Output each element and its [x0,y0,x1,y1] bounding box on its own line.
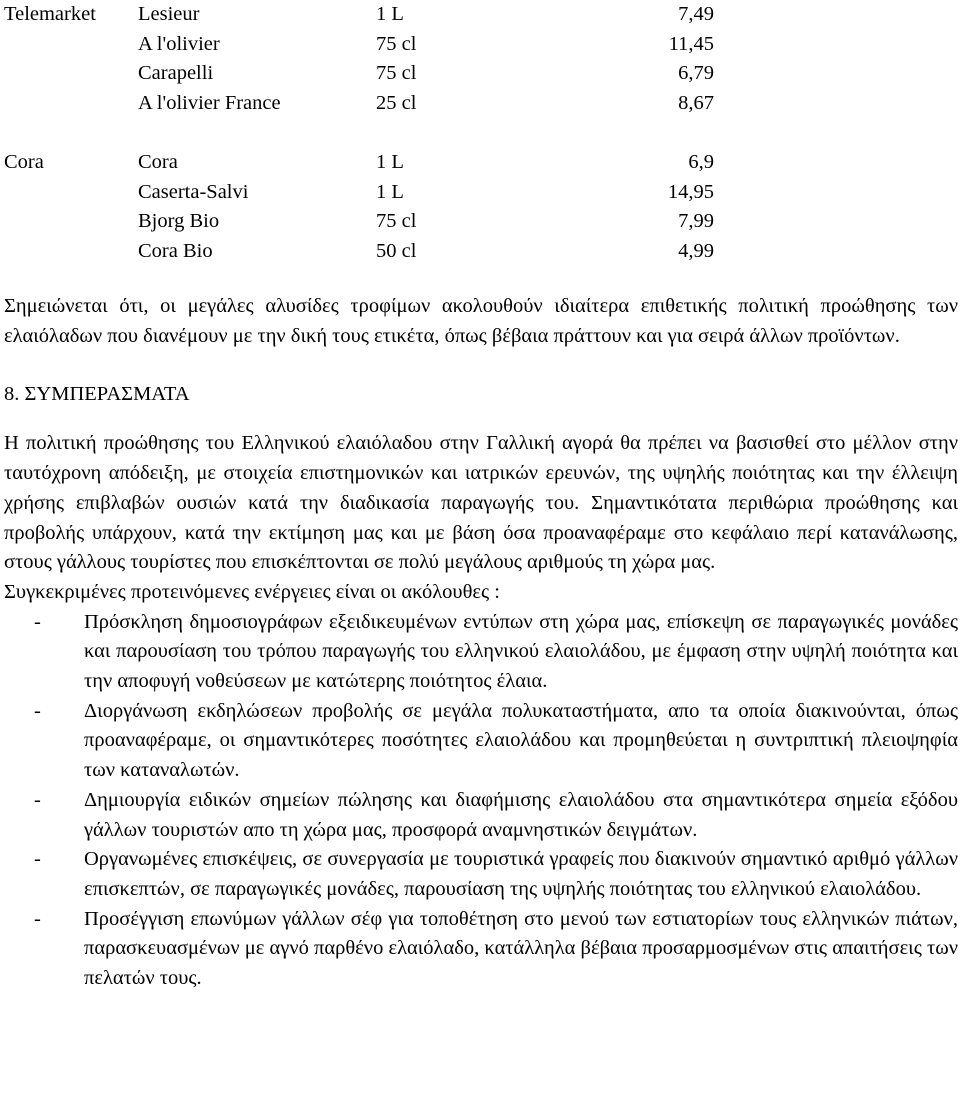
brand-name: Cora [138,151,178,173]
bottle-size: 75 cl [376,32,417,55]
conclusion-paragraph: Η πολιτική προώθησης του Ελληνικού ελαιόλαδου στην Γαλλική αγορά θα πρέπει να βασισθεί στο μέλλον στην ταυτόχρονη απόδειξη, με στοιχεία επιστημονικών και ιατρικών ερευνών, της υψηλής ποιότητας και την έλλειψη χρήσης επιβλαβών ουσιών κατά την διαδικασία παραγωγής του. Σημαντικότατα περιθώρια προώθησης και προβολής υπάρχουν, κατά την εκτίμηση μας και με βάση όσα προαναφέραμε στο κεφάλαιο περί κατανάλωσης, στους γάλλους τουρίστες που επισκέπτονται σε πολύ μεγάλους αριθμούς τη χώρα μας. [4,432,958,574]
actions-list [4,608,958,994]
brand-name: A l'olivier France [138,91,281,114]
table-row [4,148,958,178]
bottle-size: 75 cl [376,62,417,84]
list-item-text: Προσέγγιση επωνύμων γάλλων σέφ για τοποθέτηση στο μενού των εστιατορίων τους ελληνικών πιάτων, παρασκευασμένων με αγνό παρθένο ελαιόλαδο, κατάλληλα βέβαια προσαρμοσμένων στις απαιτήσεις των πελατών τους. [84,907,958,990]
list-item [4,905,958,994]
table-row [4,0,958,30]
list-dash: - [34,907,41,930]
list-dash: - [34,610,41,633]
brand-name: Bjorg Bio [138,210,220,232]
actions-intro: Συγκεκριμένες προτεινόμενες ενέργειες είναι οι ακόλουθες : [4,580,500,603]
table-row [4,237,958,267]
store-name: Telemarket [4,3,96,25]
price-value: 7,49 [678,3,714,25]
store-name: Cora [4,151,44,173]
table-row [4,59,958,89]
list-item-text: Διοργάνωση εκδηλώσεων προβολής σε μεγάλα πολυκαταστήματα, απο τα οποία διακινούνται, όπως προαναφέραμε, οι σημαντικότερες ποσότητες ελαιολάδου και προμηθεύεται η συντριπτική πλειοψηφία των καταναλωτών. [84,699,958,782]
note-paragraph: Σημειώνεται ότι, οι μεγάλες αλυσίδες τροφίμων ακολουθούν ιδιαίτερα επιθετικής πολιτική προώθησης των ελαιόλαδων που διανέμουν με την δική τους ετικέτα, όπως βέβαια πράττουν και για σειρά άλλων προϊόντων. [4,295,958,347]
bottle-size: 75 cl [376,210,417,232]
bottle-size: 1 L [376,151,404,173]
price-table [4,0,958,266]
list-dash: - [34,848,41,871]
price-value: 6,79 [678,62,714,84]
brand-name: Carapelli [138,62,214,84]
table-row [4,207,958,237]
section-spacer [4,409,958,429]
bottle-size: 50 cl [376,239,417,262]
list-item-text: Πρόσκληση δημοσιογράφων εξειδικευμένων εντύπων στη χώρα μας, επίσκεψη σε παραγωγικές μονάδες και παρουσίαση του τρόπου παραγωγής του ελληνικού ελαιολάδου, με έμφαση στην υψηλή ποιότητα και την αποφυγή νοθεύσεων με κατώτερης ποιότητος έλαια. [84,610,958,693]
brand-name: Lesieur [138,3,200,25]
table-spacer [4,118,958,148]
list-item-text: Δημιουργία ειδικών σημείων πώλησης και διαφήμισης ελαιολάδου στα σημαντικότερα σημεία εξόδου γάλλων τουριστών απο τη χώρα μας, προσφορά αναμνηστικών δειγμάτων. [84,788,958,841]
bottle-size: 1 L [376,180,404,203]
list-dash: - [34,788,41,811]
price-value: 7,99 [678,210,714,232]
table-row [4,30,958,60]
list-item [4,786,958,845]
table-row [4,178,958,208]
table-row [4,89,958,119]
section-spacer [4,266,958,292]
price-value: 4,99 [678,239,714,262]
list-item-text: Οργανωμένες επισκέψεις, σε συνεργασία με τουριστικά γραφείς που διακινούν σημαντικό αριθμό γάλλων επισκεπτών, σε παραγωγικές μονάδες, παρουσίαση της υψηλής ποιότητας του ελληνικού ελαιολάδου. [84,848,958,900]
section-spacer [4,351,958,379]
document-page [4,0,958,994]
price-value: 6,9 [688,151,714,173]
price-value: 8,67 [678,91,714,114]
list-item [4,845,958,904]
list-dash: - [34,699,41,722]
list-item [4,697,958,786]
brand-name: Cora Bio [138,239,213,262]
price-value: 14,95 [667,180,714,203]
bottle-size: 1 L [376,3,404,25]
brand-name: A l'olivier [138,32,220,55]
brand-name: Caserta-Salvi [138,180,249,203]
section-heading: 8. ΣΥΜΠΕΡΑΣΜΑΤΑ [4,383,190,406]
bottle-size: 25 cl [376,91,417,114]
list-item [4,608,958,697]
price-value: 11,45 [668,32,714,55]
